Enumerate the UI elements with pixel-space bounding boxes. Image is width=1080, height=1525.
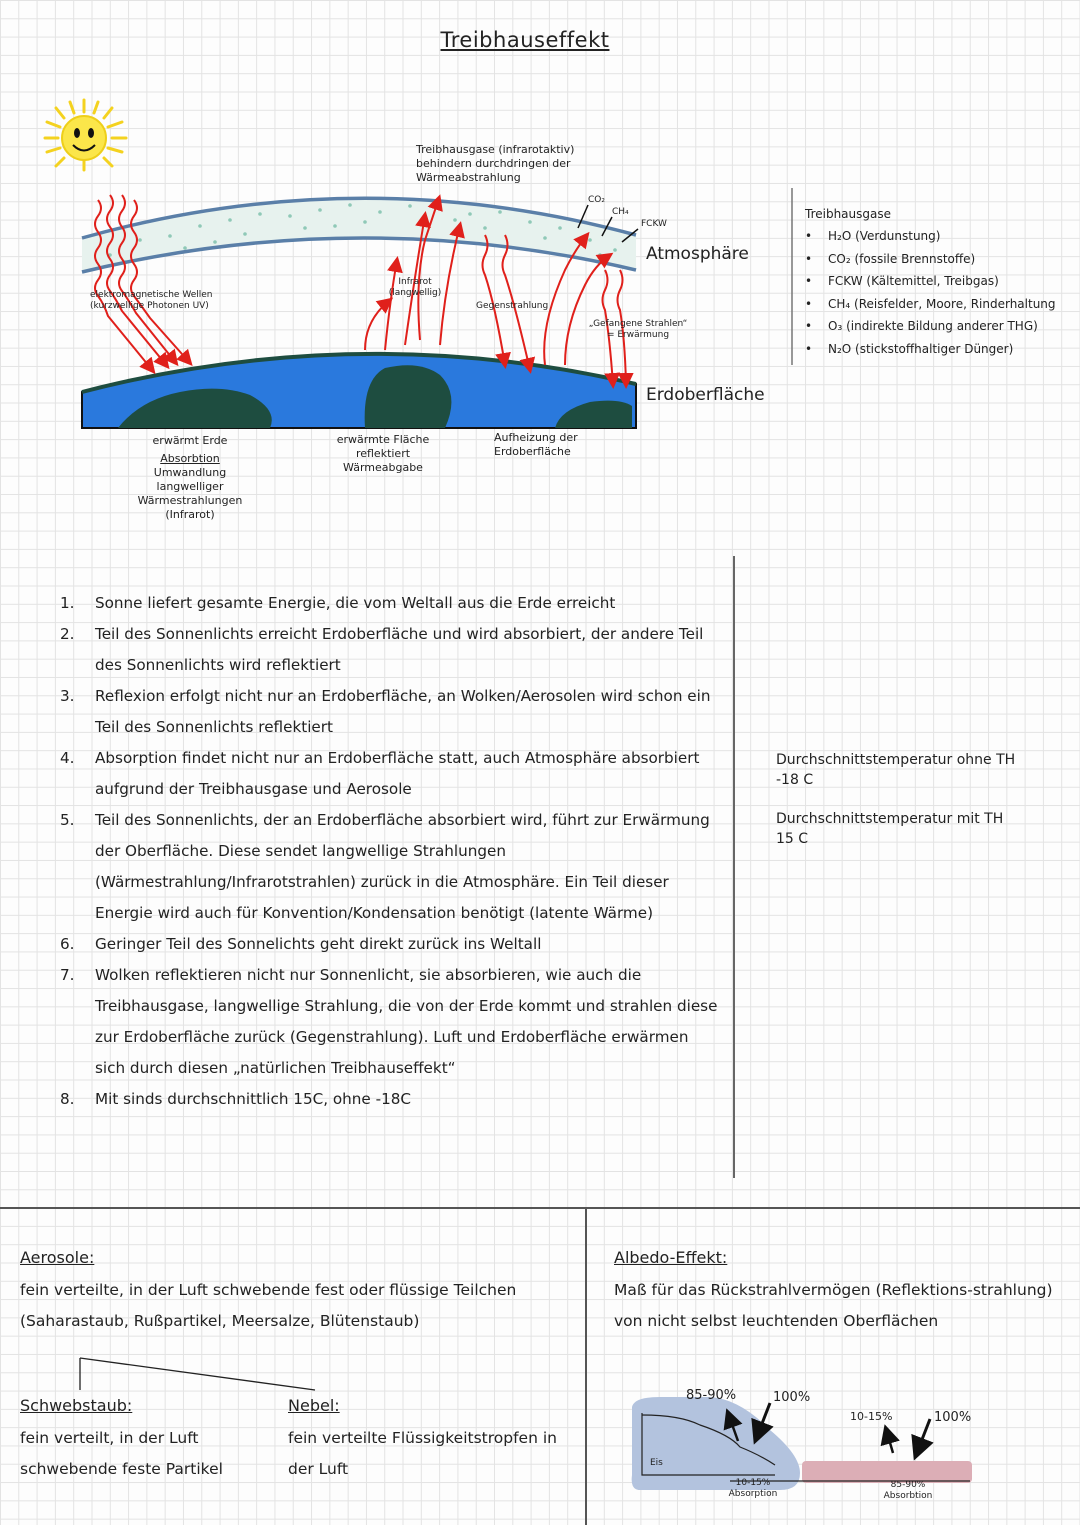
step-item: [60, 619, 720, 681]
em-waves-line: elektromagnetische Wellen: [90, 290, 213, 300]
aerosole-title: Aerosole:: [20, 1248, 95, 1267]
ground-absorb: [873, 1480, 943, 1502]
absorption-line: Wärmestrahlungen: [137, 494, 243, 507]
albedo-title: Albedo-Effekt:: [614, 1248, 728, 1267]
absorption-line: langwelliger: [156, 480, 224, 493]
ch4-label: CH₄: [612, 207, 629, 217]
em-waves-line: (kurzwellige Photonen UV): [90, 301, 209, 311]
reflects-line: reflektiert: [355, 447, 411, 460]
steps-list: [60, 588, 720, 1115]
reflects-line: erwärmte Fläche: [336, 433, 430, 446]
ghg-note: [416, 143, 574, 185]
infrared-line: Infrarot: [398, 277, 432, 287]
ice-absorb-label: Absorption: [728, 1489, 778, 1499]
ice-absorb-value: 10-15%: [735, 1478, 771, 1488]
aerosole-branch-lines: [70, 1350, 330, 1400]
ghg-item: • N₂O (stickstoffhaltiger Dünger): [805, 342, 1056, 365]
nebel-text: fein verteilte Flüssigkeitstropfen in der Luft: [288, 1429, 557, 1478]
ground-in-arrow: [916, 1419, 930, 1455]
temp-with: [776, 809, 1076, 849]
bottom-divider: [585, 1207, 587, 1525]
ghg-item: • O₃ (indirekte Bildung anderer THG): [805, 319, 1056, 342]
step-number: 6.: [60, 935, 75, 953]
counter-radiation-label: Gegenstrahlung: [476, 301, 549, 311]
temp-without-value: -18 C: [776, 772, 814, 788]
step-text: Mit sinds durchschnittlich 15C, ohne -18C: [95, 1090, 411, 1108]
em-waves-label: [90, 290, 212, 312]
fckw-label: FCKW: [641, 219, 667, 229]
absorption-line: (Infrarot): [165, 508, 215, 521]
ground-in-value: 100%: [934, 1410, 972, 1425]
step-number: 8.: [60, 1090, 75, 1108]
atmosphere-band: [82, 198, 636, 272]
trapped-line: „Gefangene Strahlen“: [588, 319, 688, 329]
ghg-list-title: Treibhausgase: [805, 207, 891, 221]
ice-shape: [632, 1397, 800, 1490]
surface-label: Erdoberfläche: [646, 385, 765, 405]
temp-with-value: 15 C: [776, 831, 809, 847]
page-title: Treibhauseffekt: [440, 28, 610, 52]
ghg-list: [805, 229, 1056, 364]
reflects-line: Wärmeabgabe: [343, 461, 423, 474]
absorption-note: [120, 434, 260, 522]
steps-divider: [733, 556, 735, 1178]
step-text: Reflexion erfolgt nicht nur an Erdoberfläche, an Wolken/Aerosolen wird schon ein Teil des Sonnenlichts reflektiert: [95, 687, 711, 736]
ghg-item: • CH₄ (Reisfelder, Moore, Rinderhaltung: [805, 297, 1056, 320]
schwebstaub-text: fein verteilt, in der Luft schwebende feste Partikel: [20, 1429, 223, 1478]
ghg-note-line: behindern durchdringen der: [416, 157, 571, 170]
step-number: 7.: [60, 966, 75, 984]
step-item: [60, 681, 720, 743]
ghg-item: • CO₂ (fossile Brennstoffe): [805, 252, 1056, 275]
atmosphere-label: Atmosphäre: [646, 244, 749, 264]
heating-line: Aufheizung der: [494, 431, 578, 444]
step-item: [60, 929, 720, 960]
infrared-line: (langwellig): [388, 288, 442, 298]
ground-reflect-value: 10-15%: [850, 1410, 893, 1423]
temp-without-label: Durchschnittstemperatur ohne TH: [776, 752, 1016, 768]
aerosole-text: fein verteilte, in der Luft schwebende fest oder flüssige Teilchen (Saharastaub, Rußpartikel, Meersalze, Blütenstaub): [20, 1281, 517, 1330]
step-text: Geringer Teil des Sonnelichts geht direkt zurück ins Weltall: [95, 935, 542, 953]
step-number: 5.: [60, 811, 75, 829]
step-item: [60, 588, 720, 619]
schwebstaub-title: Schwebstaub:: [20, 1396, 133, 1415]
absorption-line: Umwandlung: [153, 466, 227, 479]
ice-in-value: 100%: [773, 1390, 811, 1405]
step-number: 2.: [60, 625, 75, 643]
step-number: 4.: [60, 749, 75, 767]
co2-label: CO₂: [588, 195, 605, 205]
ground-absorb-label: Absorbtion: [883, 1491, 933, 1501]
absorption-title: Absorbtion: [160, 452, 220, 465]
heats-earth-label: erwärmt Erde: [152, 434, 228, 447]
ice-reflect-value: 85-90%: [686, 1388, 737, 1403]
step-text: Sonne liefert gesamte Energie, die vom Weltall aus die Erde erreicht: [95, 594, 616, 612]
ghg-note-line: Treibhausgase (infrarotaktiv): [416, 143, 575, 156]
step-item: [60, 805, 720, 929]
step-number: 1.: [60, 594, 75, 612]
heating-note: [494, 431, 578, 459]
step-item: [60, 1084, 720, 1115]
temp-without: [776, 750, 1076, 790]
step-text: Teil des Sonnenlichts erreicht Erdoberfläche und wird absorbiert, der andere Teil des Sonnenlichts wird reflektiert: [95, 625, 704, 674]
step-item: [60, 743, 720, 805]
nebel-title: Nebel:: [288, 1396, 340, 1415]
ghg-item: • H₂O (Verdunstung): [805, 229, 1056, 252]
step-text: Teil des Sonnenlichts, der an Erdoberfläche absorbiert wird, führt zur Erwärmung der Oberfläche. Diese sendet langwellige Strahlungen (Wärmestrahlung/Infrarotstrahlen) zurück in die Atmosphäre. Ein Teil dieser Energie wird auch für Konvention/Kondensation benötigt (latente Wärme): [95, 811, 710, 922]
step-item: [60, 960, 720, 1084]
reflects-note: [318, 433, 448, 475]
step-text: Absorption findet nicht nur an Erdoberfläche statt, auch Atmosphäre absorbiert aufgrund der Treibhausgase und Aerosole: [95, 749, 700, 798]
temp-with-label: Durchschnittstemperatur mit TH: [776, 811, 1004, 827]
heating-line: Erdoberfläche: [494, 445, 571, 458]
ghg-note-line: Wärmeabstrahlung: [416, 171, 521, 184]
trapped-line: = Erwärmung: [606, 330, 670, 340]
ice-absorb: [718, 1478, 788, 1500]
infrared-label: [380, 277, 450, 299]
ghg-item: • FCKW (Kältemittel, Treibgas): [805, 274, 1056, 297]
ground-absorb-value: 85-90%: [890, 1480, 926, 1490]
step-number: 3.: [60, 687, 75, 705]
ice-label: Eis: [650, 1458, 663, 1468]
section-divider: [0, 1207, 1080, 1209]
trapped-rays-label: [583, 319, 693, 341]
sun-icon: [45, 100, 126, 170]
albedo-text: Maß für das Rückstrahlvermögen (Reflektions-strahlung) von nicht selbst leuchtenden Oberflächen: [614, 1281, 1053, 1330]
step-text: Wolken reflektieren nicht nur Sonnenlicht, sie absorbieren, wie auch die Treibhausgase, langwellige Strahlung, die von der Erde kommt und strahlen diese zur Erdoberfläche zurück (Gegenstrahlung). Luft und Erdoberfläche erwärmen sich durch diesen „natürlichen Treibhauseffekt“: [95, 966, 718, 1077]
ground-reflect-arrow: [886, 1429, 893, 1453]
